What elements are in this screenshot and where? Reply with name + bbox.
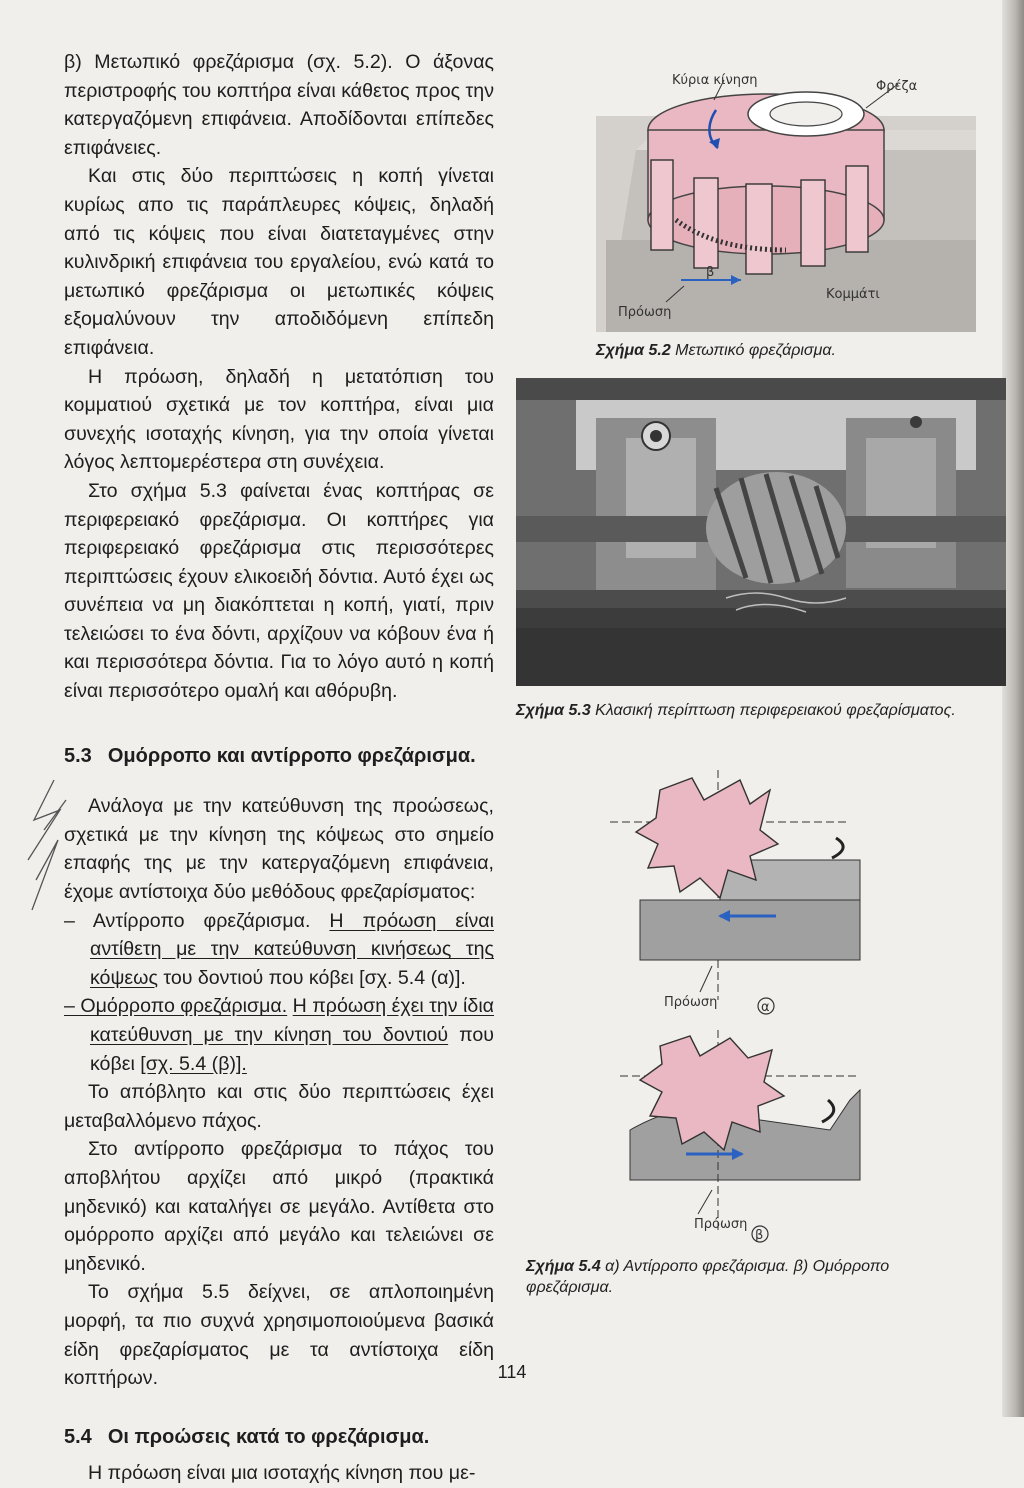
caption-number: Σχήμα 5.2	[596, 342, 671, 359]
list-item-conventional	[64, 907, 494, 993]
page-edge	[1002, 0, 1024, 1417]
diagram-climb-milling	[620, 1030, 860, 1243]
list-item-reference: [σχ. 5.4 (β)].	[140, 1052, 247, 1075]
caption-text: Κλασική περίπτωση περιφερειακού φρεζαρίσματος.	[595, 702, 956, 719]
section-heading-5-4	[64, 1423, 494, 1452]
list-item-text: που κόβει	[90, 1024, 494, 1075]
caption-figure-5-2	[596, 340, 836, 361]
text-column	[64, 48, 494, 1488]
list-item-label: – Αντίρροπο φρεζάρισμα.	[64, 909, 311, 932]
page-number: 114	[497, 1362, 527, 1382]
label-main-motion: Κύρια κίνηση	[672, 73, 758, 88]
caption-text: Μετωπικό φρεζάρισμα.	[675, 342, 836, 359]
caption-text: α) Αντίρροπο φρεζάρισμα. β) Ομόρροπο φρεζάρισμα.	[526, 1258, 890, 1296]
section-heading-5-3	[64, 742, 494, 771]
margin-scribble	[14, 760, 74, 920]
caption-figure-5-4	[526, 1256, 966, 1298]
paragraph-chip-comparison: Στο αντίρροπο φρεζάρισμα το πάχος του αποβλήτου αρχίζει από μικρό (πρακτικά μηδενικό) και καταλήγει σε μεγάλο. Αντίθετα στο ομόρροπο αρχίζει από μεγάλο και τελειώνει σε μηδενικό.	[64, 1138, 494, 1275]
figure-5-2-face-milling	[596, 70, 976, 332]
paragraph-chip-thickness: Το απόβλητο και στις δύο περιπτώσεις έχει μεταβαλλόμενο πάχος.	[64, 1081, 494, 1132]
paragraph-figure-5-5: Το σχήμα 5.5 δείχνει, σε απλοποιημένη μορφή, τα πιο συχνά χρησιμοποιούμενα βασικά είδη φρεζαρίσματος με τα αντίστοιχα είδη κοπτήρων.	[64, 1281, 494, 1390]
paragraph-peripheral-milling: Στο σχήμα 5.3 φαίνεται ένας κοπτήρας σε περιφερειακό φρεζάρισμα. Οι κοπτήρες για περιφερειακό φρεζάρισμα στις περισσότερες περιπτώσεις έχουν ελικοειδή δόντια. Αυτό έχει ως συνέπεια να μη διακόπτεται η κοπή, γιατί, πριν τελειώσει το ένα δόντι, αρχίζουν να κόβουν ένα ή και περισσότερα δόντια. Για το λόγο αυτό η κοπή είναι περισσότερο ομαλή και αθόρυβη.	[64, 479, 494, 703]
list-item-underlined-text: Η πρόωση είναι αντίθετη με την κατεύθυνση κινήσεως της κόψεως	[90, 909, 494, 989]
paragraph-feeds: Η πρόωση είναι μια ισοταχής κίνηση που με-	[88, 1462, 476, 1485]
label-b: β	[755, 1228, 764, 1243]
label-cutter: Φρέζα	[876, 79, 918, 94]
section-number: 5.3	[64, 744, 92, 767]
label-feed-b: Πρόωση	[694, 1217, 748, 1232]
paragraph-feed-definition: Η πρόωση, δηλαδή η μετατόπιση του κομματιού σχετικά με τον κοπτήρα, είναι μια συνεχής ισοταχής κίνηση, για την οποία γίνεται λόγος λεπτομερέστερα στη συνέχεια.	[64, 365, 494, 474]
list-item-label: – Ομόρροπο φρεζάρισμα.	[64, 995, 288, 1018]
figure-5-4-milling-directions	[600, 760, 900, 1244]
label-beta: β	[706, 265, 715, 280]
figure-5-3-photo	[516, 378, 1006, 686]
list-item-text: του δοντιού που κόβει [σχ. 5.4 (α)].	[163, 966, 466, 989]
diagram-conventional-milling	[610, 770, 860, 1015]
section-title: Οι προώσεις κατά το φρεζάρισμα.	[107, 1425, 430, 1448]
label-workpiece: Κομμάτι	[826, 287, 880, 302]
section-title: Ομόρροπο και αντίρροπο φρεζάρισμα.	[107, 744, 476, 767]
section-number: 5.4	[64, 1425, 92, 1448]
paragraph-cutting-edges: Και στις δύο περιπτώσεις η κοπή γίνεται κυρίως απο τις παράπλευρες κόψεις, δηλαδή από τις κόψεις που είναι διατεταγμένες στην κυλινδρική επιφάνεια του εργαλείου, ενώ κατά το μετωπικό φρεζάρισμα οι μετωπικές κόψεις εξομαλύνουν την αποδιδόμενη επίπεδη επιφάνεια.	[64, 165, 494, 359]
list-item-climb	[64, 992, 494, 1078]
paragraph-directions: Ανάλογα με την κατεύθυνση της προώσεως, σχετικά με την κίνηση της κόψεως στο σημείο επαφής της με την κατεργαζόμενη επιφάνεια, έχομε αντίστοιχα δύο μεθόδους φρεζαρίσματος:	[64, 795, 494, 904]
paragraph-face-milling: β) Μετωπικό φρεζάρισμα (σχ. 5.2). Ο άξονας περιστροφής του κοπτήρα είναι κάθετος προς την κατεργαζόμενη επιφάνεια. Αποδίδονται επίπεδες επιφάνειες.	[64, 51, 494, 159]
label-feed-a: Πρόωση	[664, 995, 718, 1010]
list-item-underlined-text: Η πρόωση έχει την ίδια κατεύθυνση με την κίνηση του δοντιού	[90, 995, 495, 1046]
caption-number: Σχήμα 5.3	[516, 702, 591, 719]
caption-number: Σχήμα 5.4	[526, 1258, 601, 1275]
label-a: α	[761, 1000, 770, 1015]
caption-figure-5-3	[516, 700, 956, 721]
label-feed: Πρόωση	[618, 305, 672, 320]
